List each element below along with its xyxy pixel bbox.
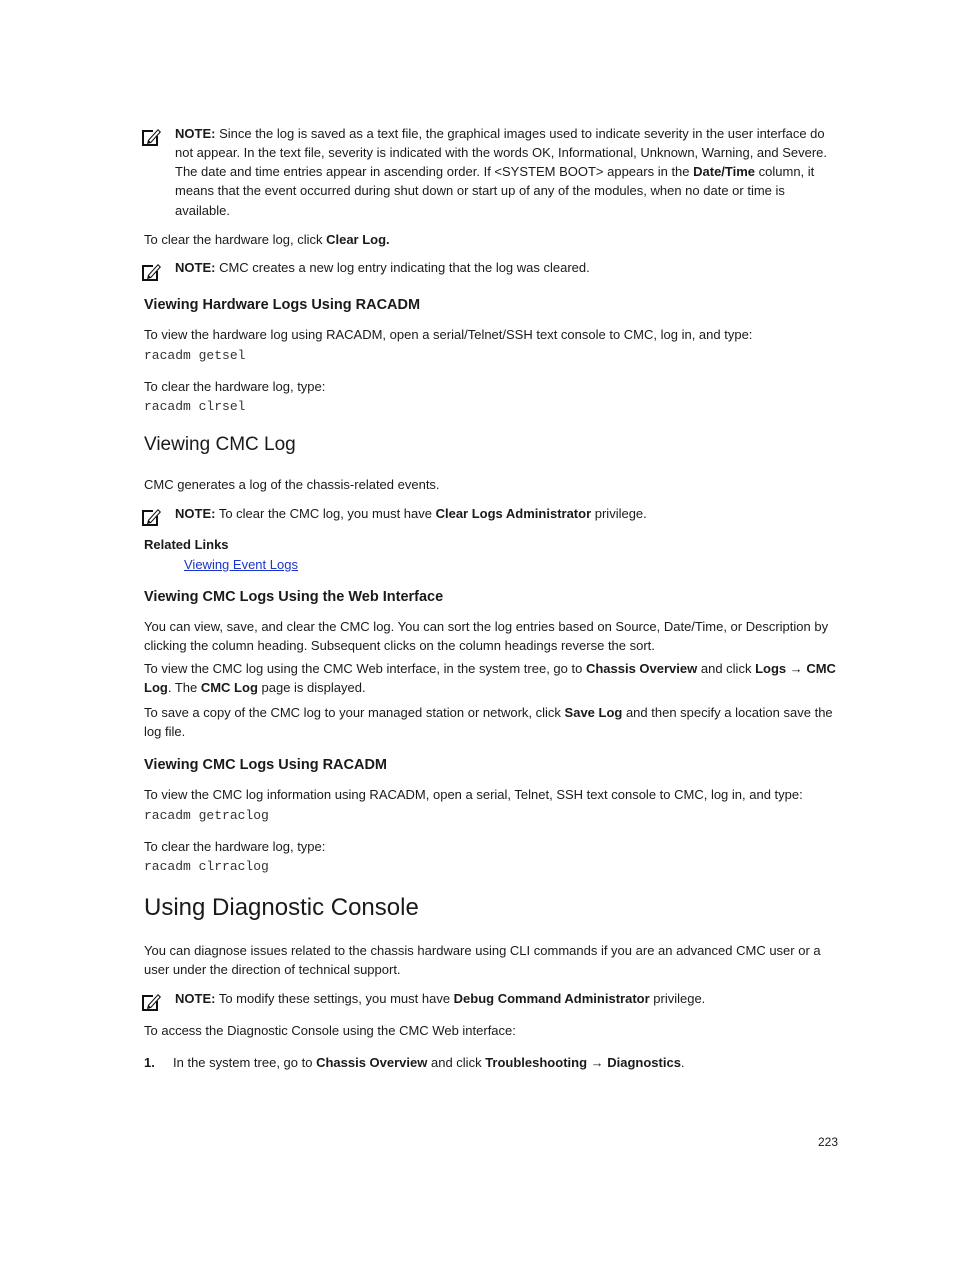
note-text: NOTE: To clear the CMC log, you must have Clear Logs Administrator privilege.	[175, 506, 647, 521]
body-text: To view the hardware log using RACADM, open a serial/Telnet/SSH text console to CMC, log in, and type:	[144, 327, 753, 342]
body-text: Log. The CMC Log page is displayed.	[144, 680, 366, 695]
note-text: NOTE: CMC creates a new log entry indicating that the log was cleared.	[175, 260, 590, 275]
body-text: To clear the hardware log, click Clear Log.	[144, 232, 390, 247]
related-links-label: Related Links	[144, 537, 229, 552]
section-heading: Viewing CMC Logs Using RACADM	[144, 757, 388, 773]
body-text: clicking the column heading. Subsequent clicks on the column headings reverse the sort.	[144, 638, 655, 653]
page-number: 223	[818, 1135, 839, 1149]
command-text: racadm clrsel	[144, 399, 246, 414]
body-text: To view the CMC log using the CMC Web interface, in the system tree, go to Chassis Overview and click Logs → CMC	[144, 661, 836, 676]
note-text: available.	[175, 203, 230, 218]
section-heading: Viewing CMC Log	[144, 434, 296, 455]
link-viewing-event-logs[interactable]: Viewing Event Logs	[184, 557, 298, 572]
note-text: The date and time entries appear in ascending order. If <SYSTEM BOOT> appears in the Date/Time column, it	[175, 164, 815, 179]
chapter-heading: Using Diagnostic Console	[144, 894, 419, 921]
note-text: NOTE: To modify these settings, you must have Debug Command Administrator privilege.	[175, 991, 706, 1006]
command-text: racadm getraclog	[144, 808, 269, 823]
body-text: user under the direction of technical support.	[144, 962, 401, 977]
body-text: You can view, save, and clear the CMC log. You can sort the log entries based on Source, Date/Time, or Description by	[144, 619, 829, 634]
command-text: racadm clrraclog	[144, 859, 269, 874]
step-number: 1.	[144, 1055, 155, 1070]
body-text: CMC generates a log of the chassis-related events.	[144, 477, 440, 492]
body-text: log file.	[144, 724, 186, 739]
body-text: To clear the hardware log, type:	[144, 379, 326, 394]
note-text: NOTE: Since the log is saved as a text file, the graphical images used to indicate severity in the user interface do	[175, 126, 825, 141]
note-icon	[140, 991, 162, 1013]
body-text: To save a copy of the CMC log to your managed station or network, click Save Log and then specify a location save the	[144, 705, 833, 720]
body-text: To access the Diagnostic Console using the CMC Web interface:	[144, 1023, 516, 1038]
section-heading: Viewing Hardware Logs Using RACADM	[144, 297, 421, 313]
command-text: racadm getsel	[144, 348, 246, 363]
body-text: You can diagnose issues related to the chassis hardware using CLI commands if you are an advanced CMC user or a	[144, 943, 821, 958]
note-icon	[140, 261, 162, 283]
note-icon	[140, 506, 162, 528]
body-text: To clear the hardware log, type:	[144, 839, 326, 854]
section-heading: Viewing CMC Logs Using the Web Interface	[144, 589, 444, 605]
body-text: To view the CMC log information using RACADM, open a serial, Telnet, SSH text console to CMC, log in, and type:	[144, 787, 803, 802]
step-text: In the system tree, go to Chassis Overview and click Troubleshooting → Diagnostics.	[173, 1055, 685, 1070]
note-icon	[140, 126, 162, 148]
note-text: means that the event occurred during shut down or start up of any of the modules, when no date or time is	[175, 183, 785, 198]
note-text: not appear. In the text file, severity is indicated with the words OK, Informational, Unknown, Warning, and Severe.	[175, 145, 828, 160]
